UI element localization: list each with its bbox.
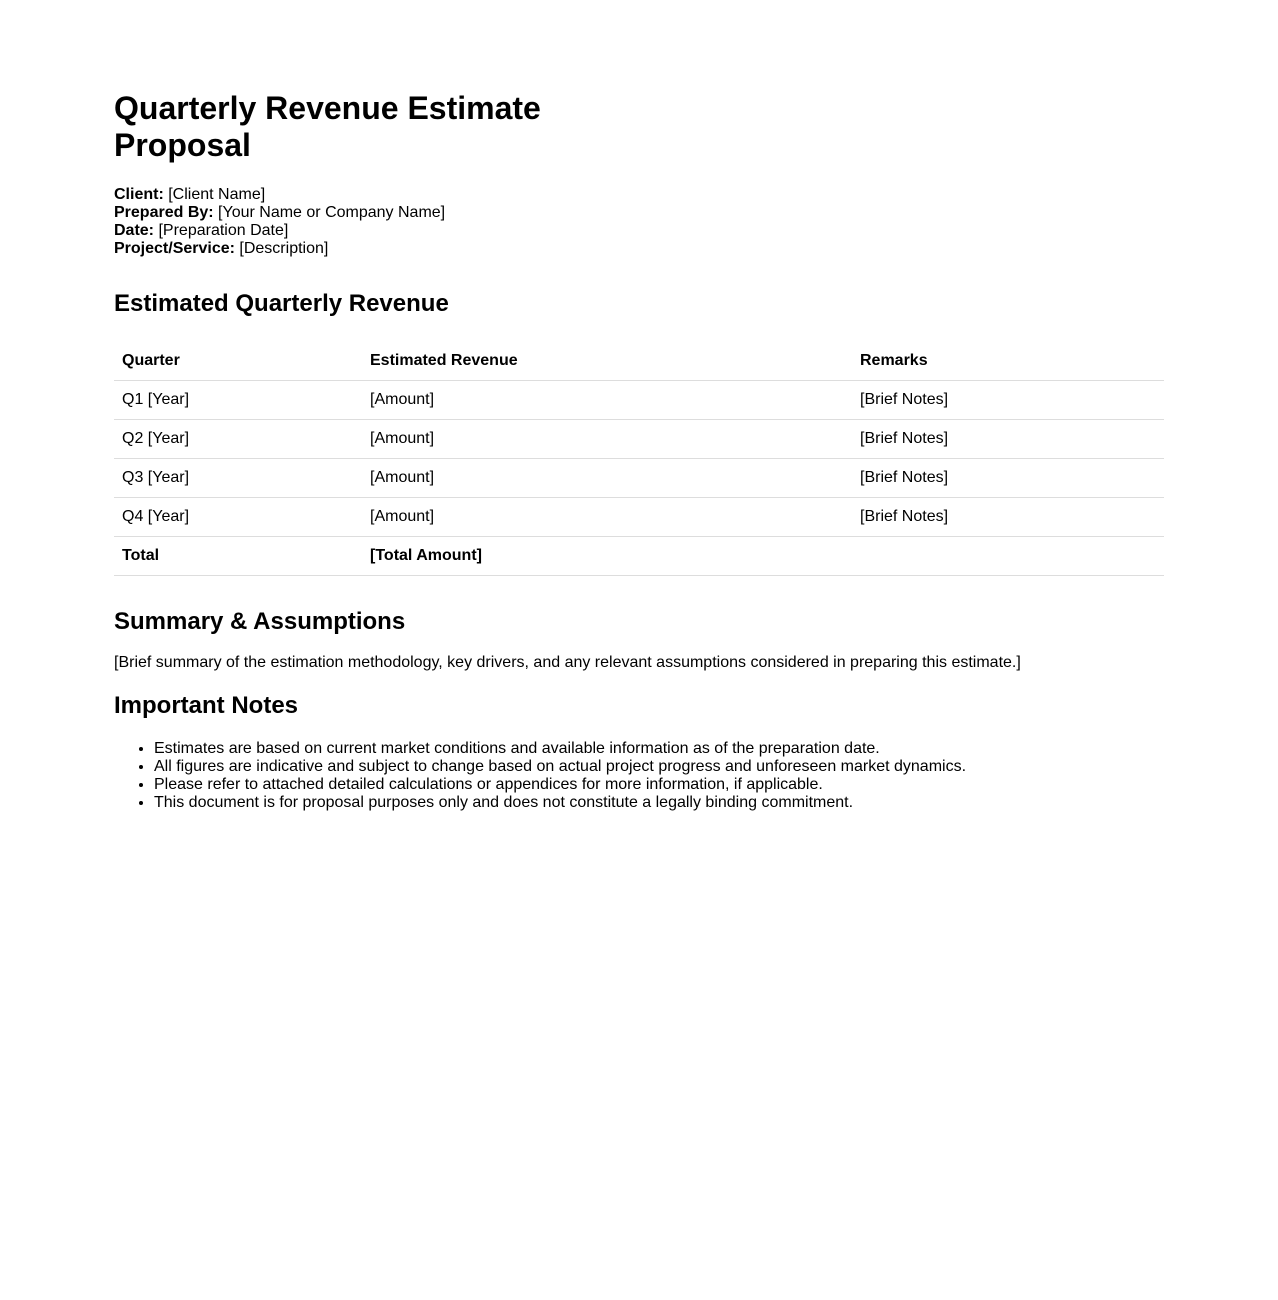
column-header-quarter: Quarter: [114, 342, 362, 381]
total-label: Total: [114, 537, 362, 576]
list-item: • Estimates are based on current market conditions and available information as of the preparation date.: [154, 740, 1164, 758]
quarter-cell: Q2 [Year]: [114, 420, 362, 459]
remarks-cell: [Brief Notes]: [852, 381, 1164, 420]
proposal-meta: [114, 186, 1164, 258]
table-row: [114, 459, 1164, 498]
amount-cell: [Amount]: [362, 459, 852, 498]
date-label: Date:: [114, 222, 155, 239]
revenue-table: [114, 342, 1164, 576]
quarter-cell: Q4 [Year]: [114, 498, 362, 537]
date-value: [Preparation Date]: [158, 222, 289, 239]
notes-heading: Important Notes: [114, 692, 299, 719]
remarks-cell: [Brief Notes]: [852, 498, 1164, 537]
table-row: [114, 498, 1164, 537]
prepared-by-line: [114, 204, 1164, 222]
prepared-by-value: [Your Name or Company Name]: [218, 204, 446, 221]
table-row: [114, 381, 1164, 420]
total-amount: [Total Amount]: [362, 537, 852, 576]
date-line: [114, 222, 1164, 240]
revenue-heading: Estimated Quarterly Revenue: [114, 290, 449, 317]
client-value: [Client Name]: [168, 186, 266, 203]
column-header-remarks: Remarks: [852, 342, 1164, 381]
quarter-cell: Q3 [Year]: [114, 459, 362, 498]
client-label: Client:: [114, 186, 164, 203]
amount-cell: [Amount]: [362, 381, 852, 420]
project-label: Project/Service:: [114, 240, 235, 257]
quarter-cell: Q1 [Year]: [114, 381, 362, 420]
table-header-row: [114, 342, 1164, 381]
remarks-cell: [Brief Notes]: [852, 420, 1164, 459]
table-row: [114, 420, 1164, 459]
column-header-estimated-revenue: Estimated Revenue: [362, 342, 852, 381]
remarks-cell: [Brief Notes]: [852, 459, 1164, 498]
summary-heading: Summary & Assumptions: [114, 608, 406, 635]
list-item: • This document is for proposal purposes only and does not constitute a legally binding commitment.: [154, 794, 1164, 812]
amount-cell: [Amount]: [362, 420, 852, 459]
list-item: • All figures are indicative and subject to change based on actual project progress and unforeseen market dynamics.: [154, 758, 1164, 776]
project-line: [114, 240, 1164, 258]
total-remarks-cell: [852, 537, 1164, 576]
total-row: [114, 537, 1164, 576]
summary-text: [Brief summary of the estimation methodology, key drivers, and any relevant assumptions considered in preparing this estimate.]: [114, 654, 1021, 671]
project-value: [Description]: [239, 240, 329, 257]
prepared-by-label: Prepared By:: [114, 204, 214, 221]
list-item: • Please refer to attached detailed calculations or appendices for more information, if applicable.: [154, 776, 1164, 794]
page-title: Quarterly Revenue Estimate Proposal: [114, 90, 541, 163]
client-line: [114, 186, 1164, 204]
amount-cell: [Amount]: [362, 498, 852, 537]
notes-list: [114, 740, 1164, 812]
